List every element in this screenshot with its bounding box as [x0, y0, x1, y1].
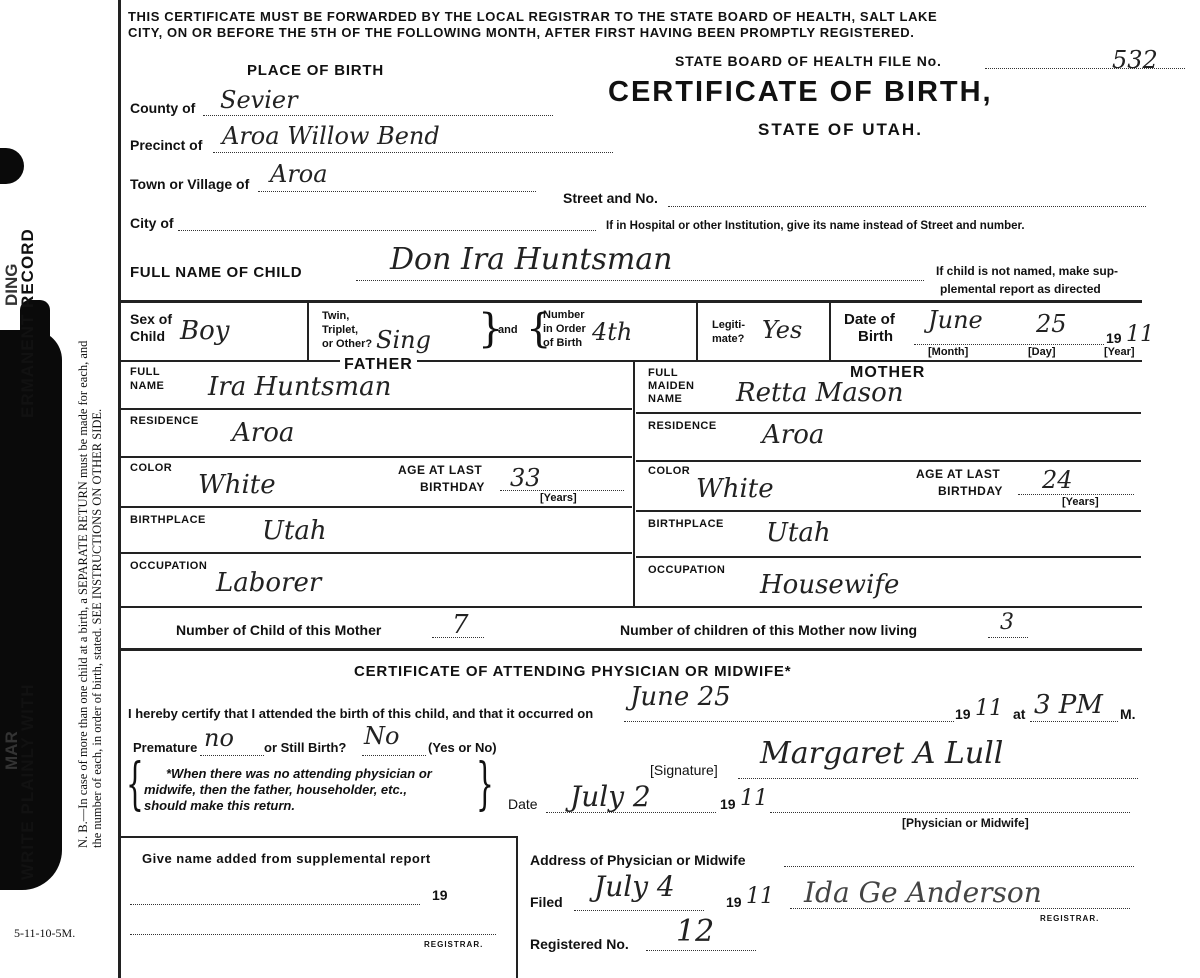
town-value: Aroa: [270, 160, 328, 188]
filed-date: July 4: [594, 870, 675, 903]
mother-birthplace-value: Utah: [766, 518, 831, 548]
file-no-value: 532: [1112, 46, 1158, 74]
father-years-caption: [Years]: [540, 492, 577, 504]
mother-name-label-1: FULL: [648, 367, 679, 379]
mother-residence-value: Aroa: [762, 420, 825, 450]
mother-residence-label: RESIDENCE: [648, 420, 717, 432]
father-occupation-label: OCCUPATION: [130, 560, 208, 572]
bottom-divider: [516, 836, 518, 978]
date-year-prefix: 19: [720, 796, 736, 812]
twin-label-3: or Other?: [322, 338, 373, 350]
town-label: Town or Village of: [130, 176, 250, 192]
mother-name-rule: [636, 412, 1141, 414]
father-age-value: 33: [510, 464, 541, 492]
note-line-2: midwife, then the father, householder, etc.,: [144, 782, 407, 797]
role-caption: [Physician or Midwife]: [902, 816, 1029, 830]
margin-text-ding: DING: [2, 263, 21, 306]
file-no-label: STATE BOARD OF HEALTH FILE No.: [675, 53, 942, 69]
filed-year-prefix: 19: [726, 894, 742, 910]
occurred-date-value: June 25: [630, 682, 731, 712]
mother-name-label-2: MAIDEN: [648, 380, 695, 392]
mother-age-value: 24: [1042, 466, 1073, 494]
mother-age-label-2: BIRTHDAY: [938, 484, 1003, 498]
premature-value: no: [204, 724, 234, 752]
supplemental-heading: Give name added from supplemental report: [142, 851, 431, 866]
county-label: County of: [130, 100, 196, 116]
mother-years-caption: [Years]: [1062, 496, 1099, 508]
mother-color-value: White: [696, 474, 774, 504]
registered-no-value: 12: [676, 914, 715, 949]
registrar-signature: Ida Ge Anderson: [804, 876, 1042, 909]
father-color-value: White: [198, 470, 276, 500]
date-value: July 2: [570, 780, 651, 813]
form-code: 5-11-10-5M.: [14, 926, 76, 940]
father-name-value: Ira Huntsman: [208, 372, 392, 402]
father-name-rule: [120, 408, 632, 410]
legit-divider: [829, 302, 831, 360]
precinct-value: Aroa Willow Bend: [222, 122, 440, 150]
rule-below-sex-row: [120, 360, 1142, 362]
filed-line: [574, 910, 704, 911]
mother-birthplace-label: BIRTHPLACE: [648, 518, 724, 530]
father-age-label-1: AGE AT LAST: [398, 463, 483, 477]
brace-left: {: [526, 306, 552, 352]
rule-above-sex-row: [120, 300, 1142, 303]
living-children-label: Number of children of this Mother now living: [620, 622, 918, 638]
mother-name-value: Retta Mason: [736, 378, 904, 408]
father-residence-label: RESIDENCE: [130, 415, 199, 427]
binding-hole: [0, 148, 24, 184]
stillbirth-label: or Still Birth?: [264, 740, 347, 755]
rule-below-parents: [120, 606, 1142, 608]
father-name-label-2: NAME: [130, 380, 165, 392]
precinct-label: Precinct of: [130, 137, 203, 153]
left-border: [118, 0, 121, 978]
dob-line: [914, 344, 1104, 345]
supplemental-line-2: [130, 934, 496, 935]
precinct-line: [213, 152, 613, 153]
header-notice-line-2: CITY, ON OR BEFORE THE 5TH OF THE FOLLOWING MONTH, AFTER FIRST HAVING BEEN PROMPTLY REGISTERED.: [128, 25, 915, 40]
sex-label-1: Sex of: [130, 311, 173, 327]
twin-label-1: Twin,: [322, 310, 350, 322]
mother-age-label-1: AGE AT LAST: [916, 467, 1001, 481]
father-residence-value: Aroa: [232, 418, 295, 448]
signature-line: [738, 778, 1138, 779]
dob-label-1: Date of: [844, 311, 895, 328]
father-birthplace-value: Utah: [262, 516, 327, 546]
margin-text-mar: MAR: [2, 731, 21, 770]
note-brace-right: }: [476, 752, 494, 817]
yes-no-label: (Yes or No): [428, 740, 497, 755]
mother-color-rule: [636, 510, 1141, 512]
sex-label-2: Child: [130, 328, 165, 344]
mother-name-label-3: NAME: [648, 393, 683, 405]
filing-registrar-caption: REGISTRAR.: [1040, 914, 1100, 923]
month-caption: [Month]: [928, 346, 969, 358]
premature-line: [200, 755, 264, 756]
m-label: M.: [1120, 706, 1136, 722]
mother-color-label: COLOR: [648, 465, 691, 477]
filed-year: 11: [746, 884, 774, 909]
parents-divider: [633, 362, 635, 606]
hospital-note: If in Hospital or other Institution, give its name instead of Street and number.: [606, 220, 1025, 232]
father-name-label-1: FULL: [130, 366, 161, 378]
header-notice-line-1: THIS CERTIFICATE MUST BE FORWARDED BY THE LOCAL REGISTRAR TO THE STATE BOARD OF HEALTH, SALT LAKE: [128, 9, 938, 24]
date-label: Date: [508, 796, 538, 812]
order-label-3: of Birth: [543, 337, 583, 349]
street-label: Street and No.: [563, 190, 658, 206]
father-age-label-2: BIRTHDAY: [420, 480, 485, 494]
twin-value: Sing: [376, 326, 431, 354]
living-children-value: 3: [1000, 610, 1014, 635]
father-heading: FATHER: [340, 356, 417, 374]
legit-label-1: Legiti-: [712, 319, 745, 331]
place-of-birth-heading: PLACE OF BIRTH: [247, 62, 385, 79]
legit-value: Yes: [762, 316, 803, 344]
address-line: [784, 866, 1134, 867]
at-label: at: [1013, 706, 1026, 722]
city-label: City of: [130, 215, 174, 231]
note-line-1: *When there was no attending physician or: [166, 766, 432, 781]
street-line: [668, 206, 1146, 207]
father-birthplace-rule: [120, 552, 632, 554]
registered-no-line: [646, 950, 756, 951]
stillbirth-value: No: [364, 722, 400, 750]
mother-heading: MOTHER: [850, 364, 926, 381]
child-name-value: Don Ira Huntsman: [390, 242, 673, 277]
signature-label: [Signature]: [650, 762, 718, 778]
father-residence-rule: [120, 456, 632, 458]
order-label-1: Number: [543, 309, 585, 321]
certify-text: I hereby certify that I attended the birth of this child, and that it occurred on: [128, 706, 594, 721]
supplemental-registrar-caption: REGISTRAR.: [424, 940, 484, 949]
mother-residence-rule: [636, 460, 1141, 462]
child-name-label: FULL NAME OF CHILD: [130, 264, 303, 281]
child-number-label: Number of Child of this Mother: [176, 622, 382, 638]
father-occupation-value: Laborer: [216, 568, 322, 598]
rule-above-bottom: [120, 836, 516, 838]
role-line: [770, 812, 1130, 813]
year-caption: [Year]: [1104, 346, 1135, 358]
mother-occupation-label: OCCUPATION: [648, 564, 726, 576]
sex-value: Boy: [180, 316, 230, 346]
margin-nb-line-2: the number of each, in order of birth, stated. SEE INSTRUCTIONS ON OTHER SIDE.: [90, 408, 104, 848]
supplemental-year-prefix: 19: [432, 887, 448, 903]
and-label: and: [498, 324, 518, 336]
father-color-label: COLOR: [130, 462, 173, 474]
order-label-2: in Order: [543, 323, 586, 335]
time-value: 3 PM: [1034, 690, 1103, 720]
margin-text-permanent-record: ERMANENT RECORD: [18, 228, 37, 418]
page-title: CERTIFICATE OF BIRTH,: [608, 76, 993, 108]
note-brace-left: {: [126, 752, 144, 817]
rule-above-physician: [120, 648, 1142, 651]
note-line-3: should make this return.: [144, 798, 295, 813]
dob-year-suffix: 11: [1126, 322, 1154, 347]
registered-no-label: Registered No.: [530, 936, 629, 952]
child-number-value: 7: [452, 610, 469, 640]
occurred-year-prefix: 19: [955, 706, 971, 722]
address-label: Address of Physician or Midwife: [530, 852, 746, 868]
margin-text-write-plainly: WRITE PLAINLY WITH: [18, 683, 37, 880]
county-line: [203, 115, 553, 116]
stillbirth-line: [362, 755, 426, 756]
unnamed-note-line-2: plemental report as directed: [940, 282, 1101, 296]
margin-nb-line-1: N. B.—In case of more than one child at a birth, a SEPARATE RETURN must be made for each, and: [76, 340, 90, 848]
dob-year-prefix: 19: [1106, 330, 1122, 346]
twin-label-2: Triplet,: [322, 324, 359, 336]
premature-label: Premature: [133, 740, 198, 755]
city-line: [178, 230, 596, 231]
dob-month: June: [928, 306, 983, 334]
page-subtitle: STATE OF UTAH.: [758, 120, 923, 139]
order-value: 4th: [592, 318, 633, 346]
mother-occupation-value: Housewife: [760, 570, 900, 600]
county-value: Sevier: [220, 86, 298, 114]
time-line: [1030, 721, 1118, 722]
dob-day: 25: [1036, 310, 1067, 338]
child-name-line: [356, 280, 924, 281]
sex-divider: [307, 302, 309, 360]
mother-age-line: [1018, 494, 1134, 495]
town-line: [258, 191, 536, 192]
physician-signature: Margaret A Lull: [760, 736, 1004, 771]
brace-right: }: [478, 306, 504, 352]
unnamed-note-line-1: If child is not named, make sup-: [936, 264, 1119, 278]
occurred-date-line: [624, 721, 954, 722]
date-year: 11: [740, 786, 768, 811]
order-divider: [696, 302, 698, 360]
living-children-line: [988, 637, 1028, 638]
dob-label-2: Birth: [858, 328, 893, 345]
father-birthplace-label: BIRTHPLACE: [130, 514, 206, 526]
supplemental-line-1: [130, 904, 420, 905]
physician-heading: CERTIFICATE OF ATTENDING PHYSICIAN OR MIDWIFE*: [354, 663, 792, 680]
legit-label-2: mate?: [712, 333, 745, 345]
day-caption: [Day]: [1028, 346, 1056, 358]
mother-birthplace-rule: [636, 556, 1141, 558]
father-color-rule: [120, 506, 632, 508]
filed-label: Filed: [530, 894, 563, 910]
occurred-year-value: 11: [975, 696, 1003, 721]
